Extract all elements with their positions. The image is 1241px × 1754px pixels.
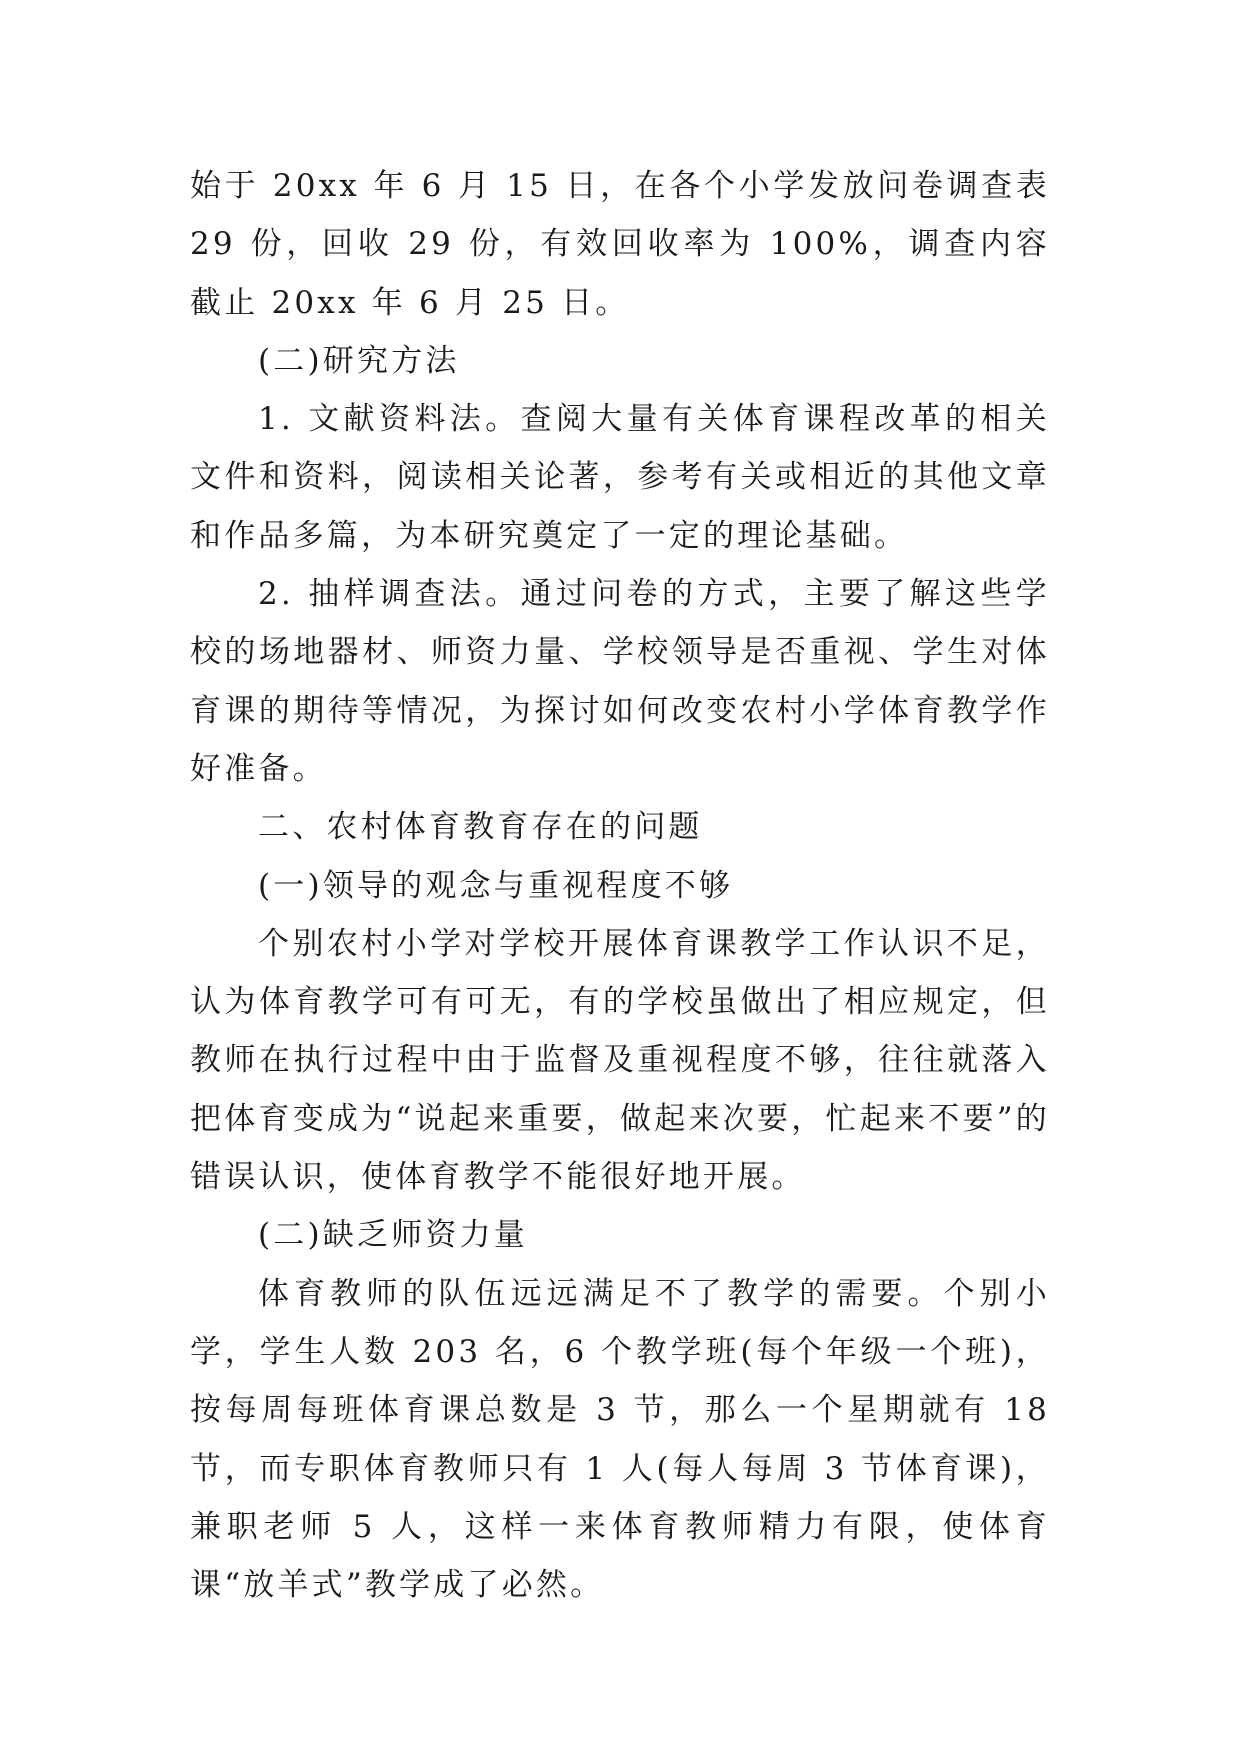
heading-leadership-attention: (一)领导的观念与重视程度不够 [258,867,734,904]
document-body [190,157,1050,1614]
paragraph-sampling-method: 2. 抽样调查法。通过问卷的方式，主要了解这些学校的场地器材、师资力量、学校领导是否重视、学生对体育课的期待等情况，为探讨如何改变农村小学体育教学作好准备。 [190,576,1050,787]
heading-research-methods: (二)研究方法 [258,342,460,379]
paragraph-teacher-shortage: 体育教师的队伍远远满足不了教学的需要。个别小学，学生人数 203 名，6 个教学班(每个年级一个班)，按每周每班体育课总数是 3 节，那么一个星期就有 18 节，而专职体育教师只有 1 人(每人每周 3 节体育课)，兼职老师 5 人，这样一来体育教师精力有限，使体育课“放羊式”教学成了必然。 [190,1275,1050,1604]
paragraph-survey-timeline: 始于 20xx 年 6 月 15 日，在各个小学发放问卷调查表 29 份，回收 29 份，有效回收率为 100%，调查内容截止 20xx 年 6 月 25 日。 [190,168,1050,321]
paragraph-leadership-attention: 个别农村小学对学校开展体育课教学工作认识不足，认为体育教学可有可无，有的学校虽做出了相应规定，但教师在执行过程中由于监督及重视程度不够，往往就落入把体育变成为“说起来重要，做起来次要，忙起来不要”的错误认识，使体育教学不能很好地开展。 [190,925,1050,1196]
paragraph-literature-method: 1. 文献资料法。查阅大量有关体育课程改革的相关文件和资料，阅读相关论著，参考有关或相近的其他文章和作品多篇，为本研究奠定了一定的理论基础。 [190,401,1050,554]
heading-teacher-shortage: (二)缺乏师资力量 [258,1217,528,1254]
heading-section-two: 二、农村体育教育存在的问题 [258,809,703,846]
